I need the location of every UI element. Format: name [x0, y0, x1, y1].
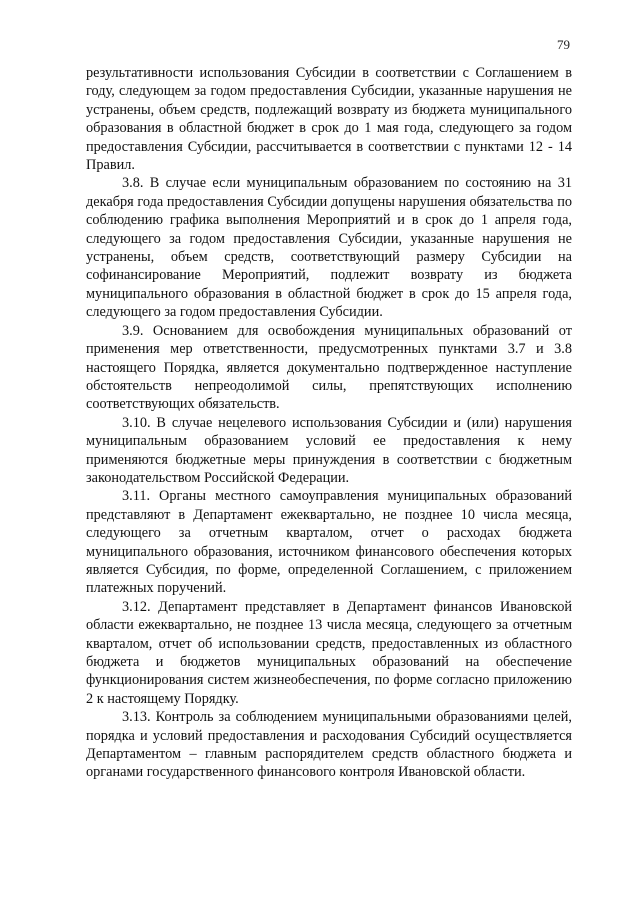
paragraph-3-12: 3.12. Департамент представляет в Департамент финансов Ивановской области ежеквартально, не позднее 13 числа месяца, следующего за отчетным кварталом, отчет об использовании средств, предоставленных из областного бюджета и бюджетов муниципальных образований на обеспечение функционирования систем жизнеобеспечения, по форме согласно приложению 2 к настоящему Порядку.	[86, 598, 572, 707]
paragraph-continuation: результативности использования Субсидии в соответствии с Соглашением в году, следующем за годом предоставления Субсидии, указанные нарушения не устранены, объем средств, подлежащий возврату из бюджета муниципального образования в областной бюджет в срок до 1 мая года, следующего за годом предоставления Субсидии, рассчитывается в соответствии с пунктами 12 - 14 Правил.	[86, 65, 572, 174]
paragraph-3-8: 3.8. В случае если муниципальным образованием по состоянию на 31 декабря года предоставления Субсидии допущены нарушения обязательства по соблюдению графика выполнения Мероприятий и в срок до 1 апреля года, следующего за годом предоставления Субсидии, указанные нарушения не устранены, объем средств, соответствующий размеру Субсидии на софинансирование Мероприятий, подлежит возврату из бюджета муниципального образования в областной бюджет в срок до 15 апреля года, следующего за годом предоставления Субсидии.	[86, 175, 572, 321]
paragraph-3-10: 3.10. В случае нецелевого использования Субсидии и (или) нарушения муниципальным образованием условий ее предоставления к нему применяются бюджетные меры принуждения в соответствии с бюджетным законодательством Российской Федерации.	[86, 414, 572, 486]
paragraph-3-11: 3.11. Органы местного самоуправления муниципальных образований представляют в Департамент ежеквартально, не позднее 10 числа месяца, следующего за отчетным кварталом, отчет о расходах бюджета муниципального образования, источником финансового обеспечения которых является Субсидия, по форме, определенной Соглашением, с приложением платежных поручений.	[86, 488, 572, 597]
page-number: 79	[557, 37, 570, 52]
document-body	[86, 64, 572, 782]
paragraph-3-13: 3.13. Контроль за соблюдением муниципальными образованиями целей, порядка и условий предоставления и расходования Субсидий осуществляется Департаментом – главным распорядителем средств областного бюджета и органами государственного финансового контроля Ивановской области.	[86, 709, 572, 781]
paragraph-3-9: 3.9. Основанием для освобождения муниципальных образований от применения мер ответственности, предусмотренных пунктами 3.7 и 3.8 настоящего Порядка, является документально подтвержденное наступление обстоятельств непреодолимой силы, препятствующих исполнению соответствующих обязательств.	[86, 322, 572, 413]
